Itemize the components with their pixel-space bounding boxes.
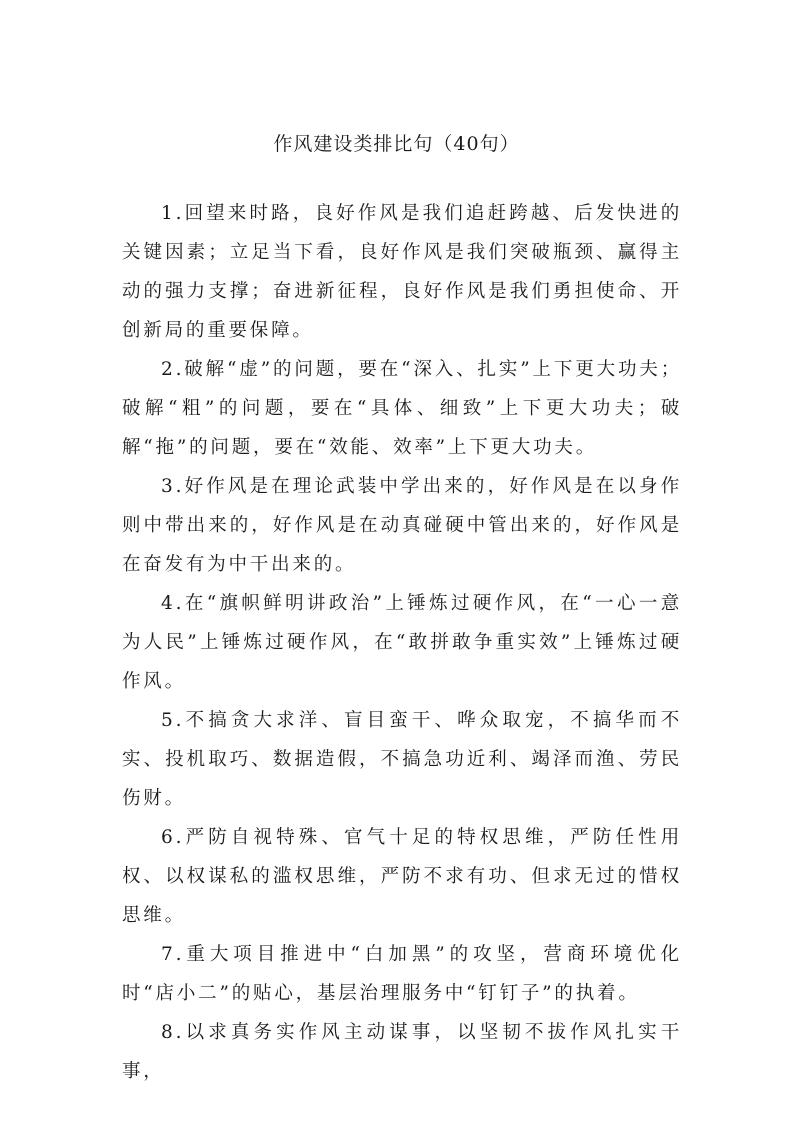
- document-title: 作风建设类排比句（40句）: [273, 133, 520, 155]
- paragraph-3: 3.好作风是在理论武装中学出来的，好作风是在以身作则中带出来的，好作风是在动真碰硬中管出来的，好作风是在奋发有为中干出来的。: [122, 476, 682, 575]
- paragraph-4: 4.在“旗帜鲜明讲政治”上锤炼过硬作风，在“一心一意为人民”上锤炼过硬作风，在“敢拼敢争重实效”上锤炼过硬作风。: [122, 593, 682, 692]
- paragraph-2: 2.破解“虚”的问题，要在“深入、扎实”上下更大功夫；破解“粗”的问题，要在“具体、细致”上下更大功夫；破解“拖”的问题，要在“效能、效率”上下更大功夫。: [122, 359, 682, 458]
- paragraph-7: 7.重大项目推进中“白加黑”的攻坚，营商环境优化时“店小二”的贴心，基层治理服务中“钉钉子”的执着。: [122, 944, 682, 1004]
- document-body: [122, 194, 682, 1091]
- paragraph-8: 8.以求真务实作风主动谋事，以坚韧不拔作风扎实干事，: [122, 1022, 682, 1082]
- paragraph-1: 1.回望来时路，良好作风是我们追赶跨越、后发快进的关键因素；立足当下看，良好作风是我们突破瓶颈、赢得主动的强力支撑；奋进新征程，良好作风是我们勇担使命、开创新局的重要保障。: [122, 203, 682, 341]
- paragraph-6: 6.严防自视特殊、官气十足的特权思维，严防任性用权、以权谋私的滥权思维，严防不求有功、但求无过的惜权思维。: [122, 827, 682, 926]
- paragraph-5: 5.不搞贪大求洋、盲目蛮干、哗众取宠，不搞华而不实、投机取巧、数据造假，不搞急功近利、竭泽而渔、劳民伤财。: [122, 710, 682, 809]
